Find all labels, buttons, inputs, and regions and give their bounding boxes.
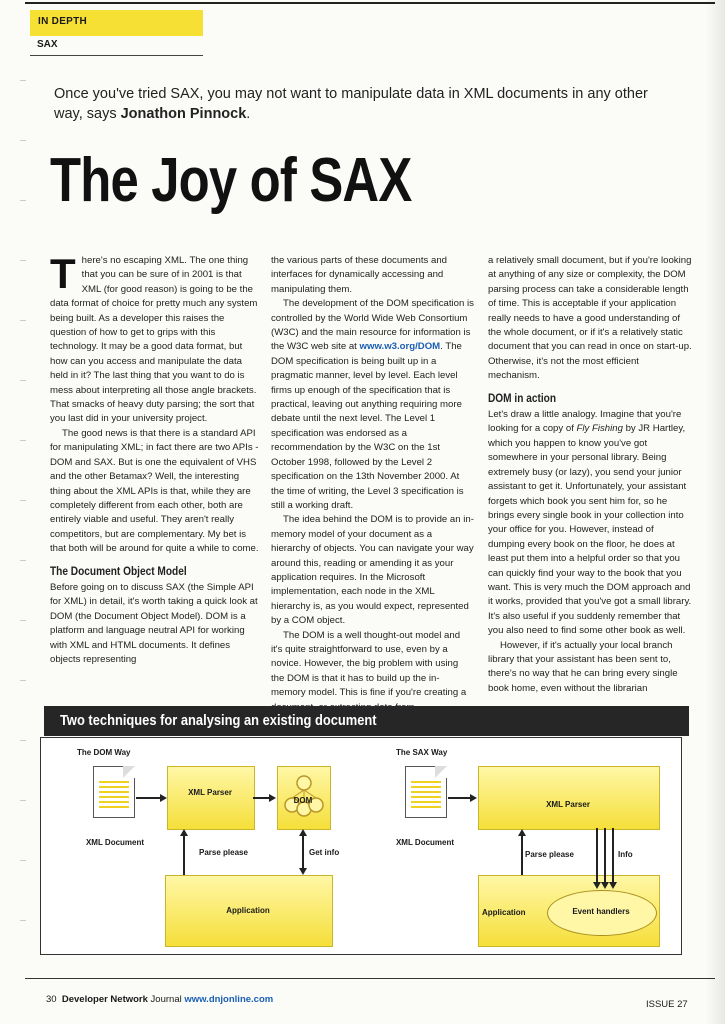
page-edge-shadow [705,0,725,1024]
journal-word: Journal [147,994,185,1005]
arrow-head [593,882,601,889]
arrow [521,836,523,875]
sax-handlers-label: Event handlers [572,907,630,916]
arrow-head [470,794,477,802]
standfirst-end: . [246,106,251,122]
section-tag [30,10,203,36]
footer-left [46,994,273,1005]
standfirst [54,84,654,124]
dom-xml-parser-box [167,766,255,830]
arrow-head [160,794,167,802]
paragraph [488,408,693,639]
subsection-rule [30,55,203,56]
dom-label: DOM [293,796,313,805]
sax-xml-parser-box [478,766,660,830]
paragraph [271,297,474,513]
sax-parse-label: Parse please [525,850,574,859]
dom-way-title: The DOM Way [77,748,131,757]
paragraph: The idea behind the DOM is to provide an in-memory model of your document as a hierarchy of objects. You can navigate your way around this, reading or amending it as your application requires. In the Microsoft implementation, each node in the XML hierarchy is, as you would expect, represented by a COM object. [271,514,474,627]
arrow [448,797,470,799]
panel-title: Two techniques for analysing an existing document [60,712,377,729]
book-title: Fly Fishing [576,423,623,435]
arrow [253,797,269,799]
issue-number: ISSUE 27 [646,999,688,1010]
author-name: Jonathon Pinnock [120,106,247,122]
sax-way-title: The SAX Way [396,748,448,757]
section-heading: The Document Object Model [50,565,187,578]
dom-doc-label: XML Document [85,838,145,847]
sax-doc-label: XML Document [395,838,455,847]
arrow [596,828,598,882]
arrow-head [299,829,307,836]
text: . The DOM specification is being built up in a pragmatic manner, level by level. Each level firms up enough of the specification that is practical, leaving out anything requiring more debate until the next level. The Level 1 specification was endorsed as a recommendation by the W3C on the 1st October 1998, followed by the Level 2 specification on the 13th November 2000. At the time of writing, the Level 3 specification is still a working draft. [271,341,464,511]
column-3 [488,254,693,696]
paragraph: the various parts of these documents and interfaces for dynamically accessing and manipulating them. [271,255,447,295]
dom-parser-label: XML Parser [188,788,232,797]
footer-rule [25,978,715,979]
sax-info-label: Info [618,850,633,859]
dom-xml-document-icon [93,766,135,818]
subsection-label: SAX [37,39,58,50]
arrow-head [299,868,307,875]
arrow [302,836,304,868]
section-heading: DOM in action [488,392,557,405]
column-1 [50,250,260,667]
paragraph: However, if it's actually your local branch library that your assistant has been sent to, there's no way that he can bring every single book home, even without the librarian [488,639,678,694]
dom-app-label: Application [226,906,270,915]
arrow [604,828,606,882]
diagram-panel [40,737,682,955]
paragraph: The DOM is a well thought-out model and it's quite straightforward to use, even by a novice. However, the big problem with using the DOM is that it has to build up the in-memory model. This is fine if you're creating a [271,629,467,699]
arrow-head [601,882,609,889]
paragraph: here's no escaping XML. The one thing that you can be sure of in 2001 is that XML (for good reason) is going to be the data format of choice for pretty much any system being built. As a developer this raises the question of how to get to grips with this technology. It may be a good data format, but how can you access and manipulate the data held in it? The last thing that you want to do is mess about interpreting all those angle brackets. That smacks of heavy duty parsing; the sort that you last did in your university project. [50,255,258,425]
arrow [612,828,614,882]
arrow-head [518,829,526,836]
text: by JR Hartley, which you happen to know you've got somewhere in your personal library. Being extremely busy (or lazy), you send your junior assistant to get it. Unfortunately, your assistant forgets which book you sent him for, so he brings every single book in your collection into your office for you. However, instead of dumping every book on the floor, he does at least put them into a helpful order so that you can quickly find your way to the book that you want. This is very much the DOM approach and it works, provided that you've got a small library. It's also useful if you suddenly remember that you also need to find some other book as well. [488,423,692,637]
text: The development of the DOM specification is controlled by the World Wide Web Consortium (W3C) and the main resource for information is the W3C web site at [271,298,474,353]
page-number: 30 [46,994,57,1005]
w3c-link[interactable]: www.w3.org/DOM [359,341,441,353]
arrow-head [180,829,188,836]
paragraph: The good news is that there is a standard API for manipulating XML; in fact there are two APIs - DOM and SAX. But is one the equivalent of VHS and the other Betamax? Well, the interesting thing about the XML APIs is that, while they are completely different from each other, both are entirely viable and useful. They aren't really competitors, but are complementary. My bet is that both will be around for quite a while to come. [50,427,259,555]
arrow-head [269,794,276,802]
arrow [183,836,185,875]
sax-app-label: Application [482,908,526,917]
paragraph: Before going on to discuss SAX (the Simple API for XML) in detail, it's worth taking a quick look at DOM (the Document Object Model). DOM is a platform and language neutral API for working with XML and HTML documents. It defines objects representing [50,581,258,665]
footer-url[interactable]: www.dnjonline.com [184,994,274,1005]
journal-name: Developer Network [61,994,148,1005]
top-rule [25,2,715,4]
arrow [136,797,160,799]
margin-marks [20,80,26,960]
sax-parser-label: XML Parser [546,800,590,809]
standfirst-text: Once you've tried SAX, you may not want to manipulate data in XML documents in any other way, says [54,86,648,122]
sax-xml-document-icon [405,766,447,818]
dom-info-label: Get info [309,848,340,857]
dom-parse-label: Parse please [199,848,248,857]
headline: The Joy of SAX [50,146,412,215]
text: Let's draw a little analogy. Imagine that you're looking for a copy of [488,409,682,435]
column-2 [271,254,474,715]
arrow-head [609,882,617,889]
paragraph: a relatively small document, but if you're looking at anything of any size or complexity, the DOM parsing process can take a considerable length of time. This is acceptable if your application really needs to have a good understanding of the whole document, or if it's a relatively static document that you can read in once on start-up. Otherwise, it's not the most efficient mechanism. [488,255,692,382]
drop-cap: T [50,250,76,297]
section-label: IN DEPTH [38,16,88,27]
panel-title-bar [44,706,689,736]
